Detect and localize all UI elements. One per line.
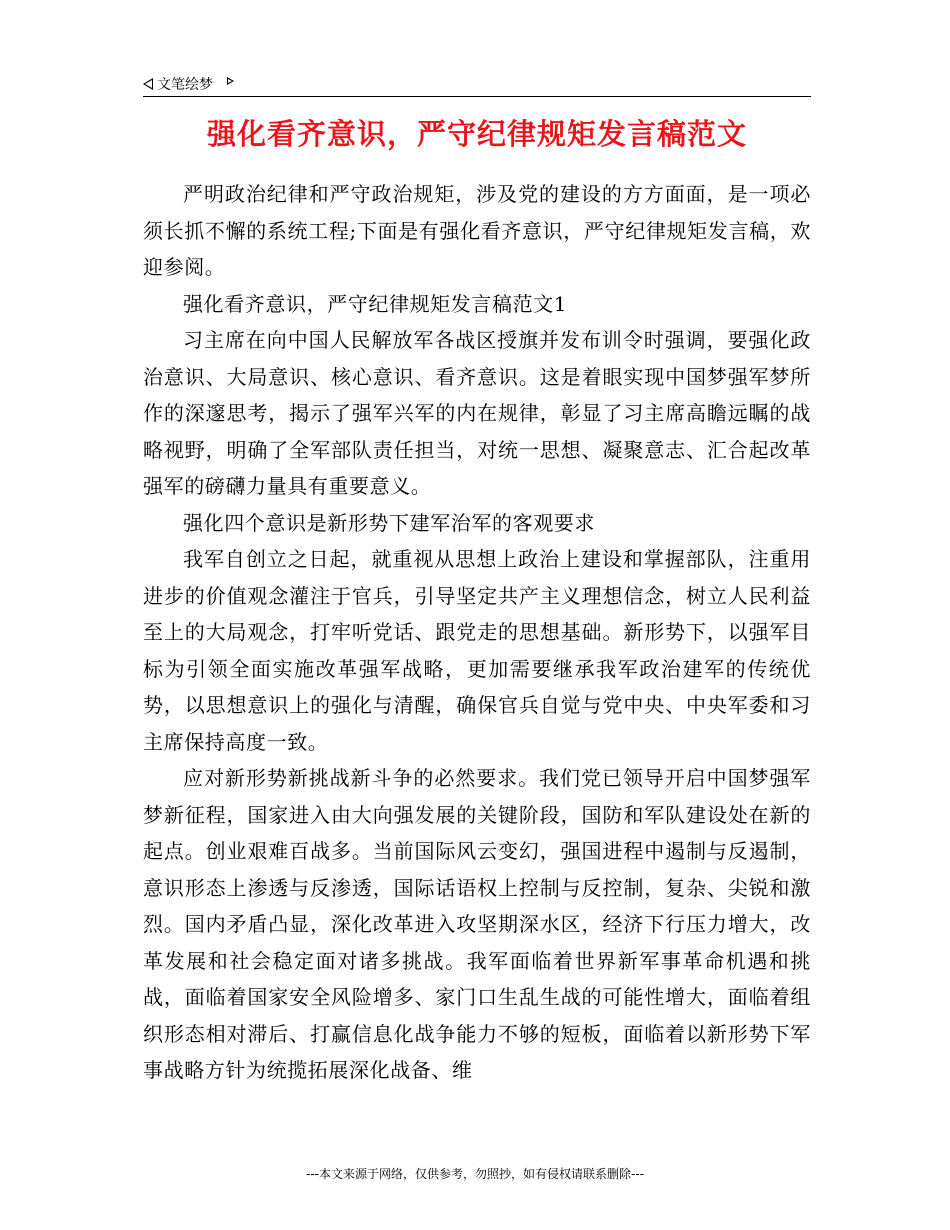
document-body xyxy=(143,176,811,1089)
page-footer: ---本文来源于网络，仅供参考，勿照抄，如有侵权请联系删除--- xyxy=(306,1167,644,1181)
paragraph-body: 应对新形势新挑战新斗争的必然要求。我们党已领导开启中国梦强军梦新征程，国家进入由大向强发展的关键阶段，国防和军队建设处在新的起点。创业艰难百战多。当前国际风云变幻，强国进程中遏制与反遏制，意识形态上渗透与反渗透，国际话语权上控制与反控制，复杂、尖锐和激烈。国内矛盾凸显，深化改革进入攻坚期深水区，经济下行压力增大，改革发展和社会稳定面对诸多挑战。我军面临着世界新军事革命机遇和挑战，面临着国家安全风险增多、家门口生乱生战的可能性增大，面临着组织形态相对滞后、打赢信息化战争能力不够的短板，面临着以新形势下军事战略方针为统揽拓展深化战备、维 xyxy=(143,766,811,1082)
paragraph-subtitle: 强化看齐意识，严守纪律规矩发言稿范文1 xyxy=(183,291,568,316)
brand-name: 文笔绘梦 xyxy=(157,77,213,93)
paragraph-intro: 严明政治纪律和严守政治规矩，涉及党的建设的方方面面，是一项必须长抓不懈的系统工程;下面是有强化看齐意识，严守纪律规矩发言稿，欢迎参阅。 xyxy=(143,182,811,279)
page-header xyxy=(143,74,811,97)
triangle-left-icon xyxy=(143,78,153,90)
paragraph-body: 我军自创立之日起，就重视从思想上政治上建设和掌握部队，注重用进步的价值观念灌注于官兵，引导坚定共产主义理想信念，树立人民利益至上的大局观念，打牢听党话、跟党走的思想基础。新形势下，以强军目标为引领全面实施改革强军战略，更加需要继承我军政治建军的传统优势，以思想意识上的强化与清醒，确保官兵自觉与党中央、中央军委和习主席保持高度一致。 xyxy=(143,547,811,754)
paragraph-body: 习主席在向中国人民解放军各战区授旗并发布训令时强调，要强化政治意识、大局意识、核心意识、看齐意识。这是着眼实现中国梦强军梦所作的深邃思考，揭示了强军兴军的内在规律，彰显了习主席高瞻远瞩的战略视野，明确了全军部队责任担当，对统一思想、凝聚意志、汇合起改革强军的磅礴力量具有重要意义。 xyxy=(143,328,811,498)
header-brand xyxy=(143,74,234,94)
document-title: 强化看齐意识，严守纪律规矩发言稿范文 xyxy=(206,117,747,151)
paragraph-section-heading: 强化四个意识是新形势下建军治军的客观要求 xyxy=(183,510,595,535)
triangle-right-icon xyxy=(227,77,234,85)
